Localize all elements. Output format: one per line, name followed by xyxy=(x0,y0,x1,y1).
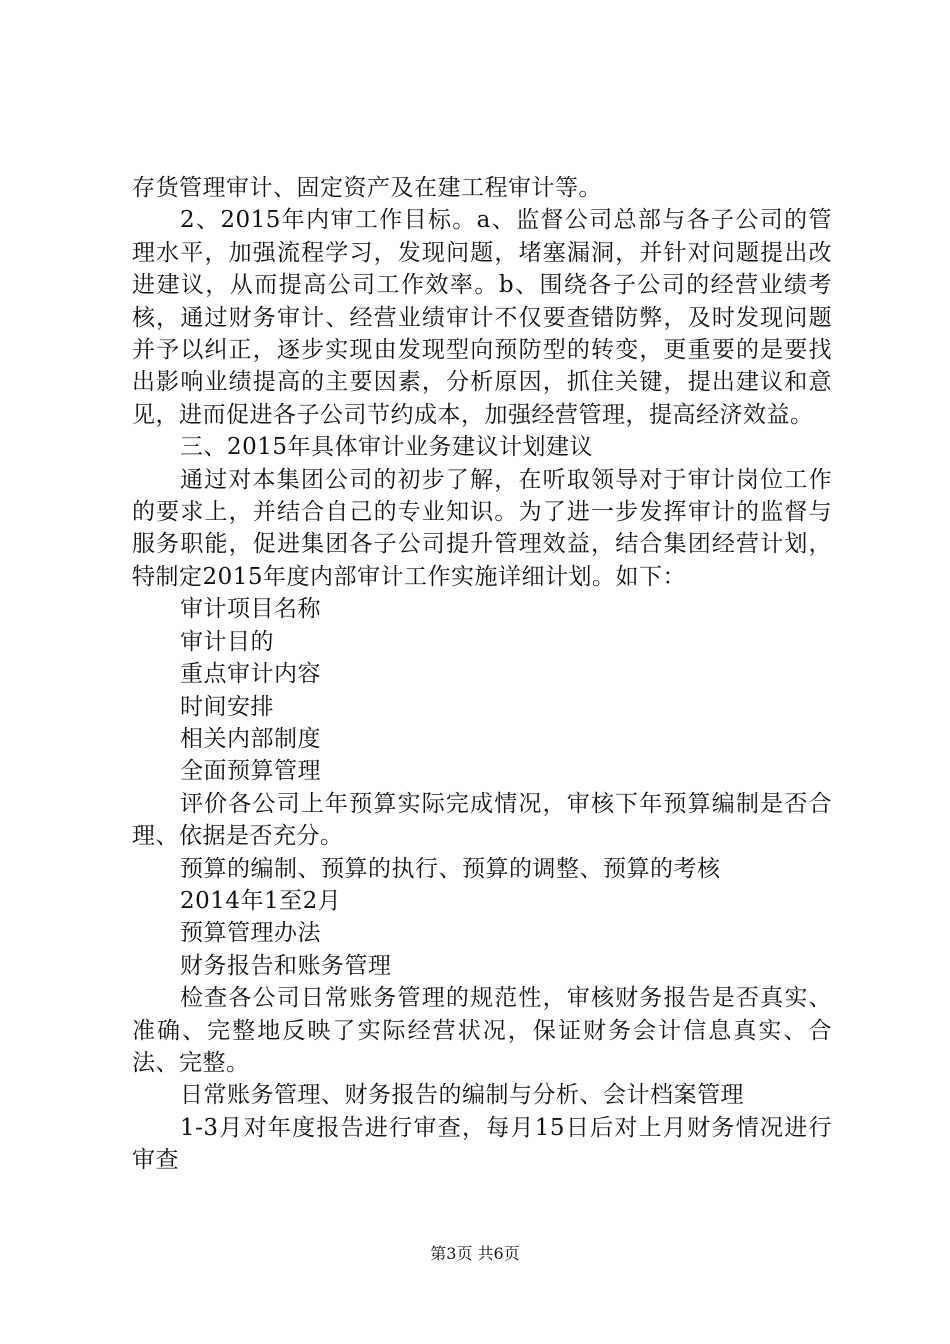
plan-item-finance-name: 财务报告和账务管理 xyxy=(180,952,392,979)
plan-item-budget-purpose: 评价各公司上年预算实际完成情况，审核下年预算编制是否合理、依据是否充分。 xyxy=(132,790,832,850)
plan-header-schedule: 时间安排 xyxy=(180,693,274,720)
paragraph-plan-intro: 通过对本集团公司的初步了解，在听取领导对于审计岗位工作的要求上，并结合自己的专业知识。为了进一步发挥审计的监督与服务职能，促进集团各子公司提升管理效益，结合集团经营计划，特制定2015年度内部审计工作实施详细计划。如下： xyxy=(132,466,832,590)
paragraph-audit-goals-2015: 2、2015年内审工作目标。a、监督公司总部与各子公司的管理水平，加强流程学习，发现问题，堵塞漏洞，并针对问题提出改进建议，从而提高公司工作效率。b、围绕各子公司的经营业绩考核，通过财务审计、经营业绩审计不仅要查错防弊，及时发现问题并予以纠正，逐步实现由发现型向预防型的转变，更重要的是要找出影响业绩提高的主要因素，分析原因，抓住关键，提出建议和意见，进而促进各子公司节约成本，加强经营管理，提高经济效益。 xyxy=(132,207,832,428)
document-body xyxy=(132,172,832,1177)
plan-item-finance-content: 日常账务管理、财务报告的编制与分析、会计档案管理 xyxy=(180,1082,744,1109)
plan-header-key-content: 重点审计内容 xyxy=(180,661,321,688)
plan-header-purpose: 审计目的 xyxy=(180,628,274,655)
plan-item-budget-content: 预算的编制、预算的执行、预算的调整、预算的考核 xyxy=(180,855,721,882)
plan-item-budget-schedule: 2014年1至2月 xyxy=(180,887,342,914)
plan-item-budget-rules: 预算管理办法 xyxy=(180,920,321,947)
paragraph-inventory-audit: 存货管理审计、固定资产及在建工程审计等。 xyxy=(132,175,602,201)
plan-item-budget-name: 全面预算管理 xyxy=(180,758,321,785)
plan-header-project-name: 审计项目名称 xyxy=(180,596,321,623)
page-footer xyxy=(0,1244,950,1264)
plan-item-finance-schedule: 1-3月对年度报告进行审查，每月15日后对上月财务情况进行审查 xyxy=(132,1114,832,1174)
plan-header-internal-rules: 相关内部制度 xyxy=(180,725,321,752)
section-heading-audit-plan: 三、2015年具体审计业务建议计划建议 xyxy=(180,434,594,461)
plan-item-finance-purpose: 检查各公司日常账务管理的规范性，审核财务报告是否真实、准确、完整地反映了实际经营状况，保证财务会计信息真实、合法、完整。 xyxy=(132,985,832,1076)
page-number-label: 第3页 共6页 xyxy=(430,1244,520,1263)
